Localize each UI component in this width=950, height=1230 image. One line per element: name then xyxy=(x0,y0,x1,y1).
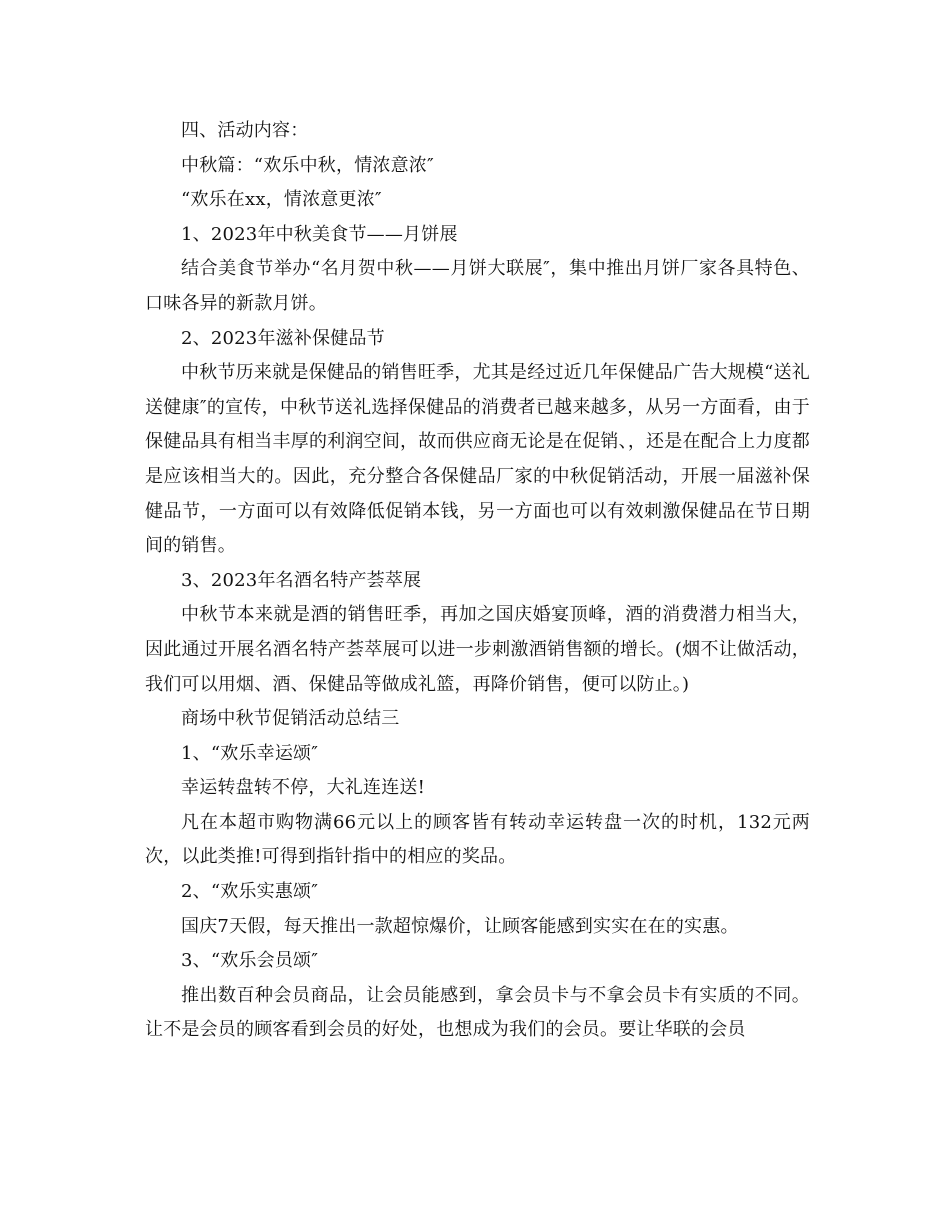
item-3-paragraph: 中秋节本来就是酒的销售旺季，再加之国庆婚宴顶峰，酒的消费潜力相当大，因此通过开展名酒名特产荟萃展可以进一步刺激酒销售额的增长。(烟不让做活动，我们可以用烟、酒、保健品等做成礼篮，再降价销售，便可以防止。) xyxy=(145,604,810,695)
member-paragraph: 推出数百种会员商品，让会员能感到，拿会员卡与不拿会员卡有实质的不同。让不是会员的顾客看到会员的好处，也想成为我们的会员。要让华联的会员 xyxy=(145,984,810,1041)
item-1-heading: 1、2023年中秋美食节——月饼展 xyxy=(181,223,458,245)
item-2-paragraph: 中秋节历来就是保健品的销售旺季，尤其是经过近几年保健品广告大规模“送礼送健康″的宣传，中秋节送礼选择保健品的消费者已越来越多，从另一方面看，由于保健品具有相当丰厚的利润空间，故而供应商无论是在促销、，还是在配合上力度都是应该相当大的。因此，充分整合各保健品厂家的中秋促销活动，开展一届滋补保健品节，一方面可以有效降低促销本钱，另一方面也可以有效刺激保健品在节日期间的销售。 xyxy=(145,362,810,557)
lucky-slogan: 幸运转盘转不停，大礼连连送! xyxy=(181,777,426,799)
item-1-paragraph: 结合美食节举办“名月贺中秋——月饼大联展″，集中推出月饼厂家各具特色、口味各异的新款月饼。 xyxy=(145,258,810,314)
document-body xyxy=(145,114,810,1048)
section-heading-activity: 四、活动内容： xyxy=(181,120,309,141)
item-2-heading: 2、2023年滋补保健品节 xyxy=(181,327,385,349)
slogan: “欢乐在xx，情浓意更浓″ xyxy=(181,189,382,211)
mid-autumn-theme: 中秋篇：“欢乐中秋，情浓意浓″ xyxy=(181,154,434,176)
value-paragraph: 国庆7天假，每天推出一款超惊爆价，让顾客能感到实实在在的实惠。 xyxy=(181,915,739,937)
lucky-heading: 1、“欢乐幸运颂″ xyxy=(181,742,319,764)
item-3-heading: 3、2023年名酒名特产荟萃展 xyxy=(181,569,422,591)
member-heading: 3、“欢乐会员颂″ xyxy=(181,950,319,972)
value-heading: 2、“欢乐实惠颂″ xyxy=(181,881,319,903)
lucky-paragraph: 凡在本超市购物满66元以上的顾客皆有转动幸运转盘一次的时机，132元两次，以此类推!可得到指针指中的相应的奖品。 xyxy=(145,811,810,868)
summary-three-heading: 商场中秋节促销活动总结三 xyxy=(181,708,400,730)
